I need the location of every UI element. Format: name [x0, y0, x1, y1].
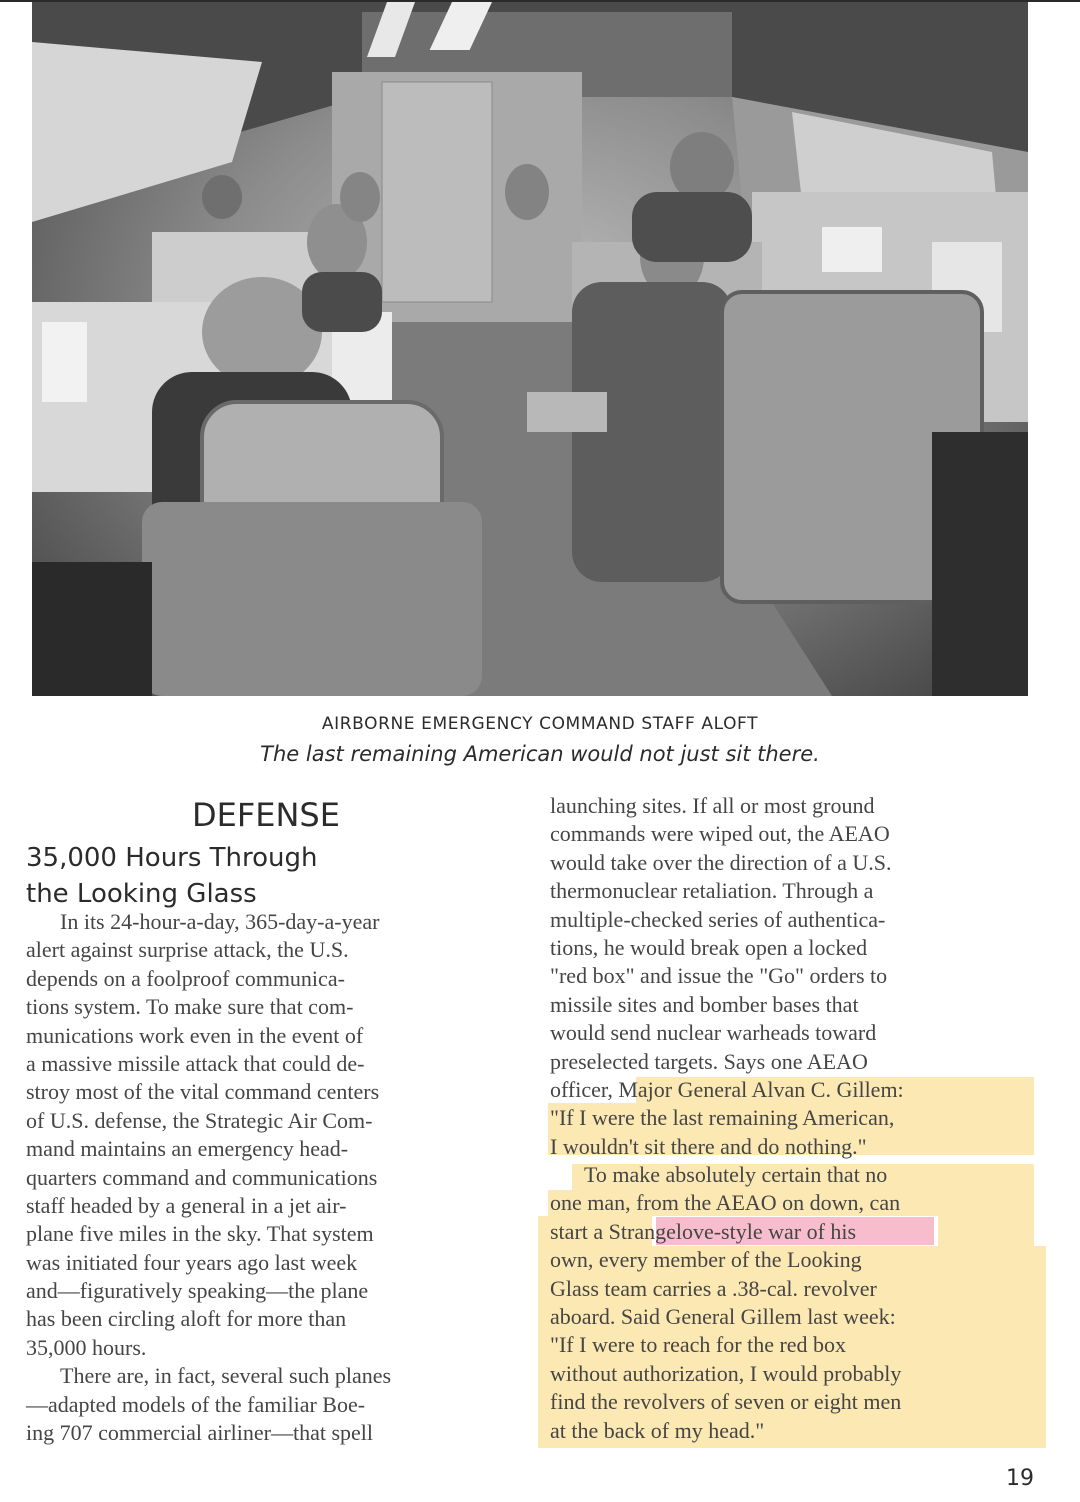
text-line: "red box" and issue the "Go" orders to	[550, 963, 888, 989]
right-column	[550, 792, 1034, 1445]
text-line: officer, Major General Alvan C. Gillem:	[550, 1076, 904, 1102]
text-line: missile sites and bomber bases that	[550, 991, 859, 1017]
text-line: quarters command and communications	[26, 1164, 378, 1190]
text-line: preselected targets. Says one AEAO	[550, 1048, 868, 1074]
text-line: multiple-checked series of authentica-	[550, 906, 886, 932]
text-line: find the revolvers of seven or eight men	[550, 1389, 902, 1415]
text-line: of U.S. defense, the Strategic Air Com-	[26, 1107, 373, 1133]
photo-caption-title: AIRBORNE EMERGENCY COMMAND STAFF ALOFT	[321, 714, 759, 734]
text-line: "If I were the last remaining American,	[550, 1105, 895, 1131]
text-line: staff headed by a general in a jet air-	[26, 1192, 347, 1218]
text-line: munications work even in the event of	[26, 1022, 364, 1048]
text-line: own, every member of the Looking	[550, 1247, 862, 1273]
text-line: tions, he would break open a locked	[550, 934, 868, 960]
text-line: at the back of my head."	[550, 1417, 765, 1443]
text-line: aboard. Said General Gillem last week:	[550, 1304, 896, 1330]
photo-caption-subtitle: The last remaining American would not just sit there.	[260, 742, 820, 766]
text-line: In its 24-hour-a-day, 365-day-a-year	[60, 909, 380, 934]
text-line: was initiated four years ago last week	[26, 1249, 358, 1275]
text-line: commands were wiped out, the AEAO	[550, 821, 890, 847]
text-line: one man, from the AEAO on down, can	[550, 1190, 901, 1216]
page-number: 19	[1006, 1466, 1034, 1491]
text-line: stroy most of the vital command centers	[26, 1079, 380, 1105]
text-line: would take over the direction of a U.S.	[550, 849, 892, 875]
text-line: without authorization, I would probably	[550, 1360, 902, 1386]
text-line: "If I were to reach for the red box	[550, 1332, 847, 1358]
headline-line: 35,000 Hours Through	[26, 843, 318, 873]
text-line: thermonuclear retaliation. Through a	[550, 878, 874, 904]
article-headline	[26, 840, 506, 912]
text-line: start a Strangelove-style war of his	[550, 1218, 857, 1244]
text-line: launching sites. If all or most ground	[550, 793, 875, 818]
text-line: ing 707 commercial airliner—that spell	[26, 1420, 374, 1446]
text-line: depends on a foolproof communica-	[26, 965, 345, 991]
text-line: plane five miles in the sky. That system	[26, 1221, 374, 1247]
headline-line: the Looking Glass	[26, 879, 257, 909]
text-line: Glass team carries a .38-cal. revolver	[550, 1275, 877, 1301]
text-line: To make absolutely certain that no	[584, 1162, 888, 1188]
left-column	[26, 908, 512, 1447]
text-line: has been circling aloft for more than	[26, 1306, 347, 1332]
text-line: I wouldn't sit there and do nothing."	[550, 1133, 867, 1159]
section-heading: DEFENSE	[192, 796, 340, 834]
text-line: mand maintains an emergency head-	[26, 1136, 349, 1162]
text-line: and—figuratively speaking—the plane	[26, 1278, 369, 1304]
text-line: a massive missile attack that could de-	[26, 1050, 365, 1076]
text-line: would send nuclear warheads toward	[550, 1020, 877, 1046]
text-line: tions system. To make sure that com-	[26, 994, 354, 1020]
text-line: —adapted models of the familiar Boe-	[26, 1391, 366, 1417]
text-line: 35,000 hours.	[26, 1334, 147, 1360]
text-line: alert against surprise attack, the U.S.	[26, 937, 349, 963]
text-line: There are, in fact, several such planes	[60, 1363, 392, 1389]
